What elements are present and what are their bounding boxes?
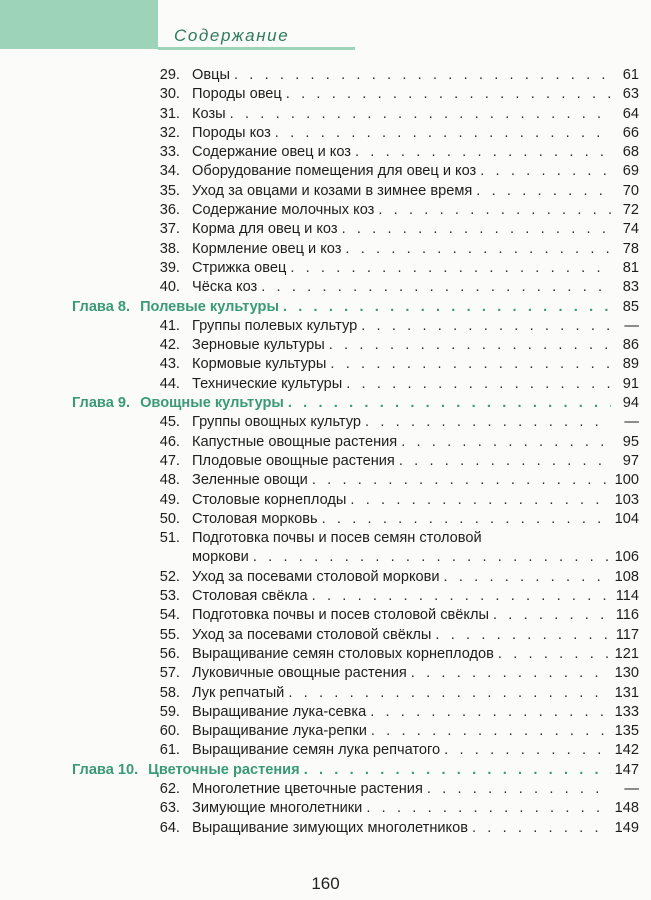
entry-number: 56. [159,645,180,662]
entry-title: Зерновые культуры [192,337,325,354]
chapter-heading [72,761,639,780]
leader-dots [427,780,611,799]
toc-entry-row [0,143,651,162]
toc-entry-row [0,645,651,664]
leader-dots [371,722,611,741]
page-ref: 135 [614,723,639,740]
toc-entry-row [0,780,651,799]
entry-title: Оборудование помещения для овец и коз [192,163,477,180]
toc-entry-row [0,240,651,259]
page-ref: 94 [622,395,639,412]
entry-number: 33. [159,144,180,161]
leader-dots [476,182,611,201]
page-title: Содержание [174,26,290,45]
toc-entry-row [0,259,651,278]
leader-dots [261,278,611,297]
page-ref: 91 [622,375,639,392]
entry-title-cont: моркови [192,549,249,566]
toc-entry-row [0,336,651,355]
leader-dots [355,143,611,162]
toc-entry-row [0,317,651,336]
chapter-number: Глава 8. [72,298,131,315]
entry-number: 59. [159,703,180,720]
chapter-title: Овощные культуры [140,395,284,412]
entry-title: Содержание молочных коз [192,202,375,219]
leader-dots [493,606,611,625]
page-number: 160 [311,874,340,893]
toc-entry-row [0,606,651,625]
entry-number: 39. [159,259,180,276]
entry-title: Многолетние цветочные растения [192,780,423,797]
toc-entry-row [0,355,651,374]
leader-dots [366,799,611,818]
entry-title: Корма для овец и коз [192,221,338,238]
entry-title: Выращивание семян столовых корнеплодов [192,645,494,662]
page-ref: 116 [615,607,639,624]
page-ref: 68 [622,144,639,161]
leader-dots [286,85,611,104]
leader-dots [346,375,611,394]
leader-dots [444,568,611,587]
leader-dots [253,548,611,567]
entry-number: 42. [159,337,180,354]
toc-entry-row [0,529,651,568]
toc-entry-row [0,220,651,239]
page-ref: 81 [622,259,639,276]
leader-dots [444,741,611,760]
page-ref: 63 [622,86,639,103]
entry-number: 45. [159,414,180,431]
leader-dots [290,259,611,278]
chapter-heading [72,298,639,317]
toc-chapter-row [0,761,651,780]
entry-title: Зимующие многолетники [192,800,363,817]
leader-dots [275,124,611,143]
entry-title: Выращивание семян лука репчатого [192,742,441,759]
page-ref: — [624,780,639,797]
entry-number: 47. [159,452,180,469]
entry-title: Зеленные овощи [192,472,308,489]
entry-title: Лук репчатый [192,684,285,701]
leader-dots [283,298,611,317]
entry-number: 37. [159,221,180,238]
toc-entry-row [0,66,651,85]
page-ref: — [624,317,639,334]
chapter-title: Цветочные растения [148,761,300,778]
page-ref: 83 [622,279,639,296]
entry-number: 55. [159,626,180,643]
page-ref: 74 [622,221,639,238]
entry-number: 62. [159,780,180,797]
entry-title: Содержание овец и коз [192,144,351,161]
page-ref: 95 [622,433,639,450]
page-ref: 131 [614,684,639,701]
leader-dots [230,105,611,124]
toc-entry-row [0,703,651,722]
chapter-heading [72,394,639,413]
entry-number: 38. [159,240,180,257]
toc-entry-row [0,684,651,703]
chapter-number: Глава 10. [72,761,139,778]
toc-entry-row [0,471,651,490]
page-ref: 133 [614,703,639,720]
entry-number: 60. [159,723,180,740]
toc-chapter-row [0,298,651,317]
toc-entry-row [0,85,651,104]
leader-dots [322,510,611,529]
page-ref: 66 [622,124,639,141]
toc-entry-row [0,201,651,220]
leader-dots [312,471,611,490]
leader-dots [234,66,611,85]
page-ref: 69 [622,163,639,180]
page-ref: 130 [614,665,639,682]
header-color-block [0,0,158,49]
leader-dots [288,394,611,413]
page-ref: 148 [614,800,639,817]
entry-title: Козы [192,105,226,122]
entry-number: 35. [159,182,180,199]
page-ref: 149 [614,819,639,836]
entry-number: 32. [159,124,180,141]
table-of-contents [0,66,651,838]
page-ref: 106 [614,549,639,566]
entry-title: Луковичные овощные растения [192,665,407,682]
leader-dots [330,355,611,374]
entry-number: 43. [159,356,180,373]
entry-title: Кормление овец и коз [192,240,342,257]
entry-number: 49. [159,491,180,508]
toc-entry-row [0,664,651,683]
toc-entry-row [0,433,651,452]
leader-dots [312,587,611,606]
entry-title: Уход за посевами столовой свёклы [192,626,432,643]
header-rule [158,47,355,50]
page-ref: 64 [622,105,639,122]
leader-dots [498,645,611,664]
entry-number: 46. [159,433,180,450]
toc-entry-row [0,162,651,181]
entry-title: Группы полевых культур [192,317,358,334]
entry-title: Плодовые овощные растения [192,452,395,469]
toc-entry-row [0,819,651,838]
entry-title: Выращивание лука-репки [192,723,367,740]
entry-title: Уход за овцами и козами в зимнее время [192,182,473,199]
entry-number: 31. [159,105,180,122]
entry-title: Кормовые культуры [192,356,327,373]
toc-entry-row [0,124,651,143]
leader-dots [345,240,611,259]
leader-dots [361,317,611,336]
toc-chapter-row [0,394,651,413]
entry-number: 50. [159,510,180,527]
leader-dots [480,162,611,181]
page-ref: 78 [622,240,639,257]
entry-number: 44. [159,375,180,392]
page-ref: 89 [622,356,639,373]
toc-entry-row [0,722,651,741]
entry-number: 40. [159,279,180,296]
entry-title: Технические культуры [192,375,343,392]
toc-entry-row [0,375,651,394]
leader-dots [304,761,611,780]
leader-dots [370,703,611,722]
page-ref: 114 [615,588,639,605]
entry-number: 29. [159,67,180,83]
entry-title: Породы коз [192,124,271,141]
entry-number: 53. [159,588,180,605]
page-ref: 70 [622,182,639,199]
page-ref: 108 [614,568,639,585]
leader-dots [365,413,611,432]
page-ref: 142 [614,742,639,759]
entry-number: 36. [159,202,180,219]
toc-entry-row [0,568,651,587]
entry-number: 57. [159,665,180,682]
entry-title: Выращивание зимующих многолетников [192,819,468,836]
leader-dots [411,664,611,683]
page-ref: 61 [622,67,639,83]
entry-number: 61. [159,742,180,759]
page-ref: 117 [615,626,639,643]
leader-dots [435,626,611,645]
entry-title: Овцы [192,67,230,83]
page-ref: 97 [622,452,639,469]
toc-entry-row [0,799,651,818]
entry-number: 30. [159,86,180,103]
toc-entry-row [0,278,651,297]
entry-title: Столовая свёкла [192,588,308,605]
entry-number: 63. [159,800,180,817]
toc-entry-row [0,182,651,201]
page-ref: 72 [622,202,639,219]
entry-title: Породы овец [192,86,282,103]
entry-number: 34. [159,163,180,180]
entry-title: Стрижка овец [192,259,287,276]
entry-title: Выращивание лука-севка [192,703,367,720]
leader-dots [342,220,611,239]
page-ref: 103 [614,491,639,508]
entry-title: Группы овощных культур [192,414,362,431]
entry-number: 52. [159,568,180,585]
page-ref: 121 [614,645,639,662]
page-ref: 86 [622,337,639,354]
entry-number: 58. [159,684,180,701]
leader-dots [329,336,611,355]
toc-entry-row [0,105,651,124]
entry-title: Капустные овощные растения [192,433,398,450]
toc-entry-row [0,510,651,529]
entry-number: 54. [159,607,180,624]
chapter-title: Полевые культуры [140,298,279,315]
toc-entry-row [0,452,651,471]
leader-dots [401,433,611,452]
entry-number: 48. [159,472,180,489]
entry-title: Уход за посевами столовой моркови [192,568,440,585]
entry-number: 64. [159,819,180,836]
toc-entry-row [0,587,651,606]
entry-title: Чёска коз [192,279,258,296]
entry-number: 41. [159,317,180,334]
leader-dots [378,201,611,220]
page-ref: — [624,414,639,431]
page-ref: 147 [614,761,639,778]
entry-title: Подготовка почвы и посев семян столовой [192,530,482,547]
toc-entry-row [0,626,651,645]
entry-title: Подготовка почвы и посев столовой свёклы [192,607,489,624]
toc-entry-row [0,741,651,760]
page-ref: 104 [614,510,639,527]
entry-title: Столовые корнеплоды [192,491,347,508]
leader-dots [399,452,611,471]
entry-number: 51. [159,530,180,547]
chapter-number: Глава 9. [72,395,131,412]
page-ref: 100 [614,472,639,489]
toc-entry-row [0,413,651,432]
entry-title: Столовая морковь [192,510,318,527]
leader-dots [472,819,611,838]
leader-dots [288,684,611,703]
page-ref: 85 [622,298,639,315]
toc-entry-row [0,491,651,510]
leader-dots [350,491,611,510]
